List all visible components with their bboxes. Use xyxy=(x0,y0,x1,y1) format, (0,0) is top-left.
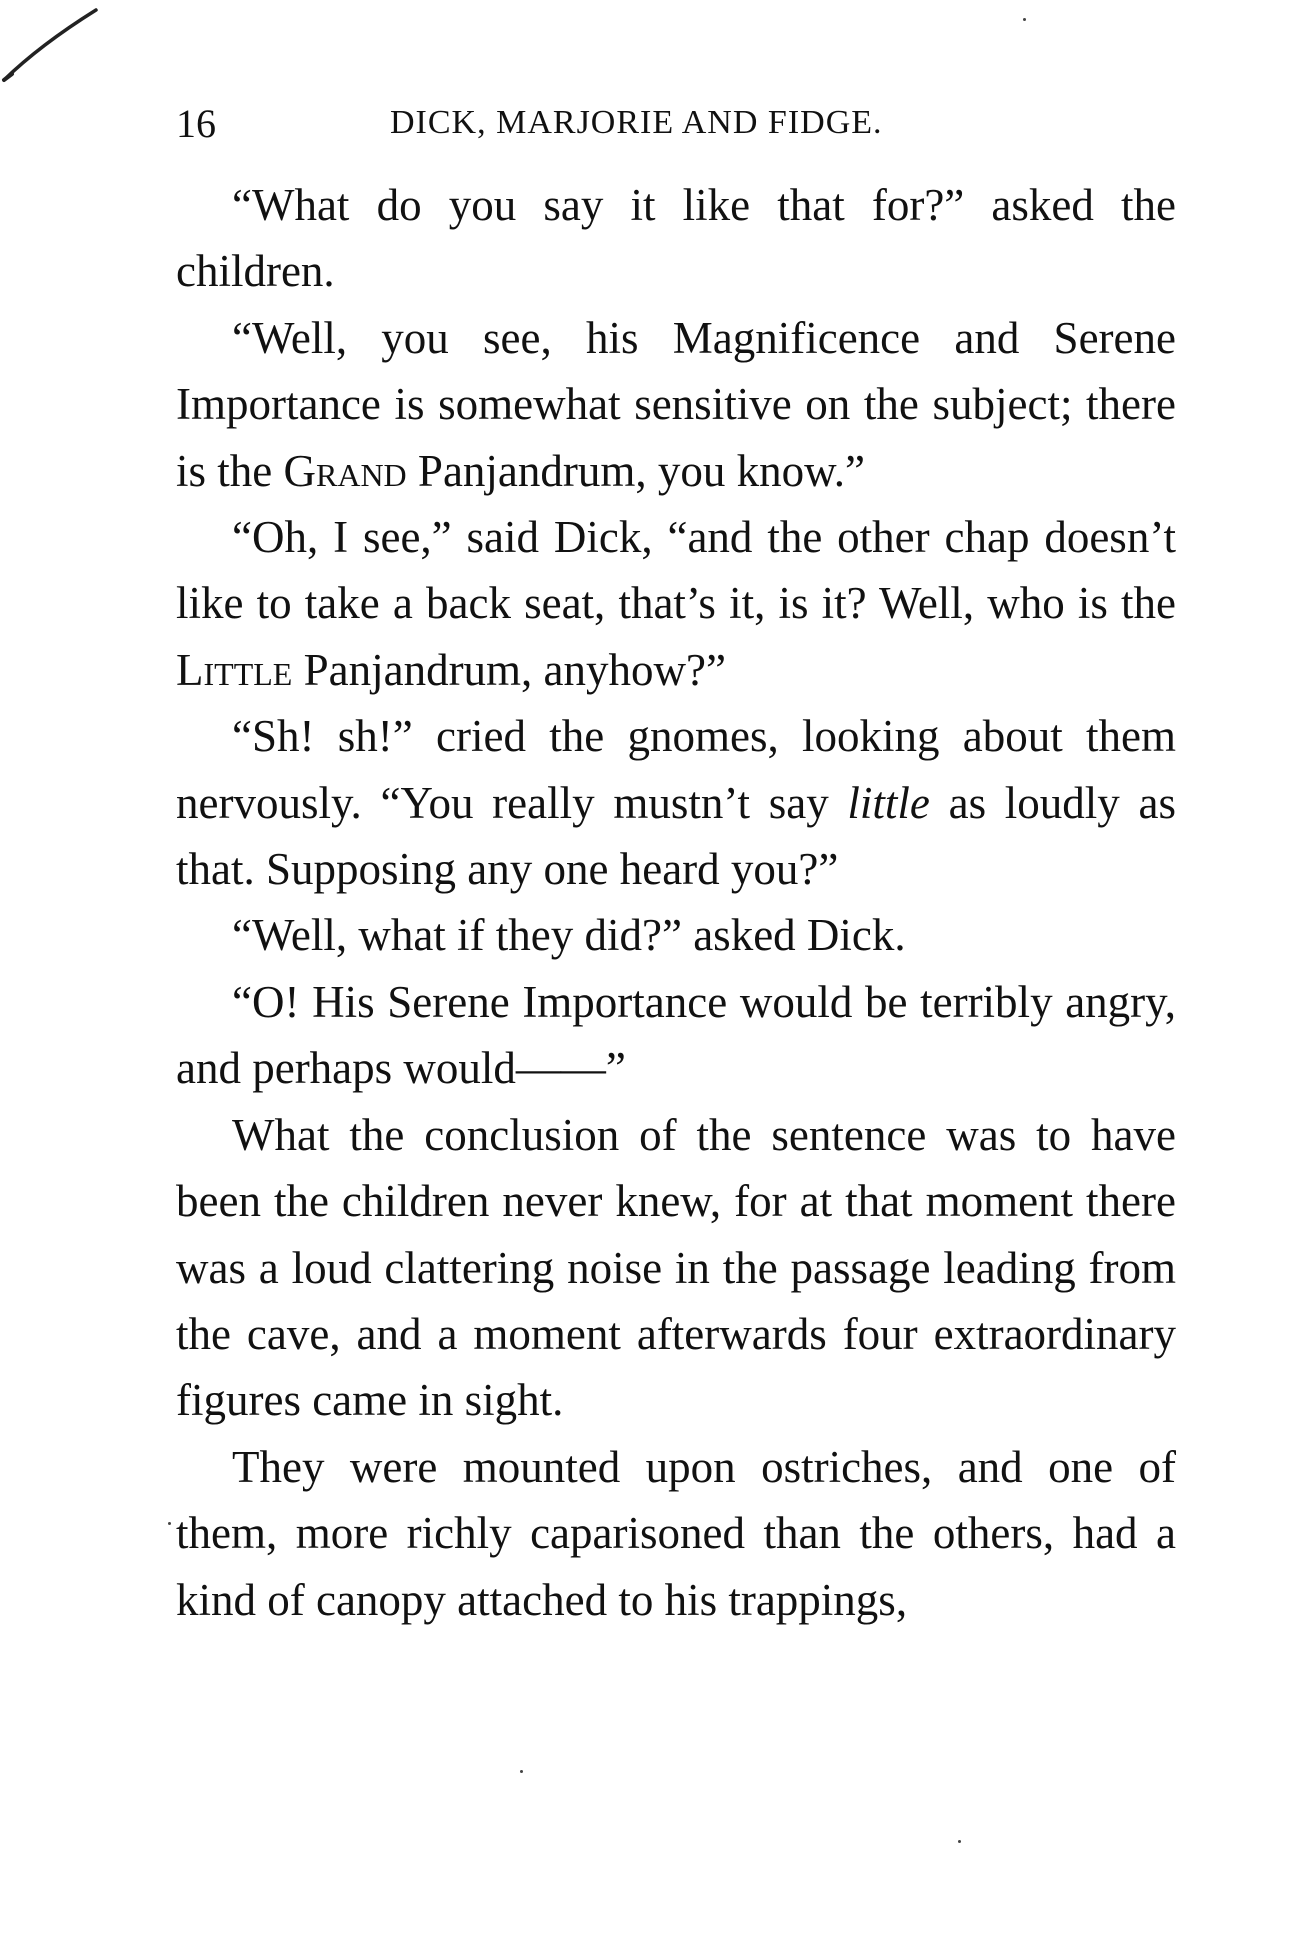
pencil-mark-icon xyxy=(0,0,110,90)
page-header xyxy=(176,100,1176,150)
paragraph: What the conclusion of the sentence was to have been the children never knew, for at that moment there was a loud clattering noise in the passage leading from the cave, and a moment afterwards four extraordinary figures came in sight. xyxy=(176,1109,1176,1426)
running-title: DICK, MARJORIE AND FIDGE. xyxy=(390,104,883,141)
paragraph: “Sh! sh!” cried the gnomes, looking about them nervously. “You really mustn’t say little as loudly as that. Supposing any one heard you?” xyxy=(176,711,1176,895)
small-caps-word: Little xyxy=(176,644,293,695)
paragraph: “Well, you see, his Magnificence and Serene Importance is somewhat sensitive on the subject; there is the Grand Panjandrum, you know.” xyxy=(176,312,1176,496)
paragraph: “O! His Serene Importance would be terribly angry, and perhaps would——” xyxy=(176,976,1176,1094)
speck xyxy=(168,1522,171,1525)
page-number: 16 xyxy=(176,101,216,146)
paragraph: They were mounted upon ostriches, and one of them, more richly caparisoned than the others, had a kind of canopy attached to his trappings, xyxy=(176,1441,1176,1625)
speck xyxy=(958,1840,961,1843)
small-caps-word: Grand xyxy=(283,445,407,496)
paragraph: “Well, what if they did?” asked Dick. xyxy=(232,910,906,961)
paragraph: “Oh, I see,” said Dick, “and the other chap doesn’t like to take a back seat, that’s it, is it? Well, who is the Little Panjandrum, anyhow?” xyxy=(176,512,1176,695)
speck xyxy=(520,1770,523,1773)
speck xyxy=(1023,18,1026,21)
paragraph: “What do you say it like that for?” asked the children. xyxy=(176,180,1176,297)
italic-word: little xyxy=(847,777,930,828)
body-text xyxy=(176,172,1176,1633)
